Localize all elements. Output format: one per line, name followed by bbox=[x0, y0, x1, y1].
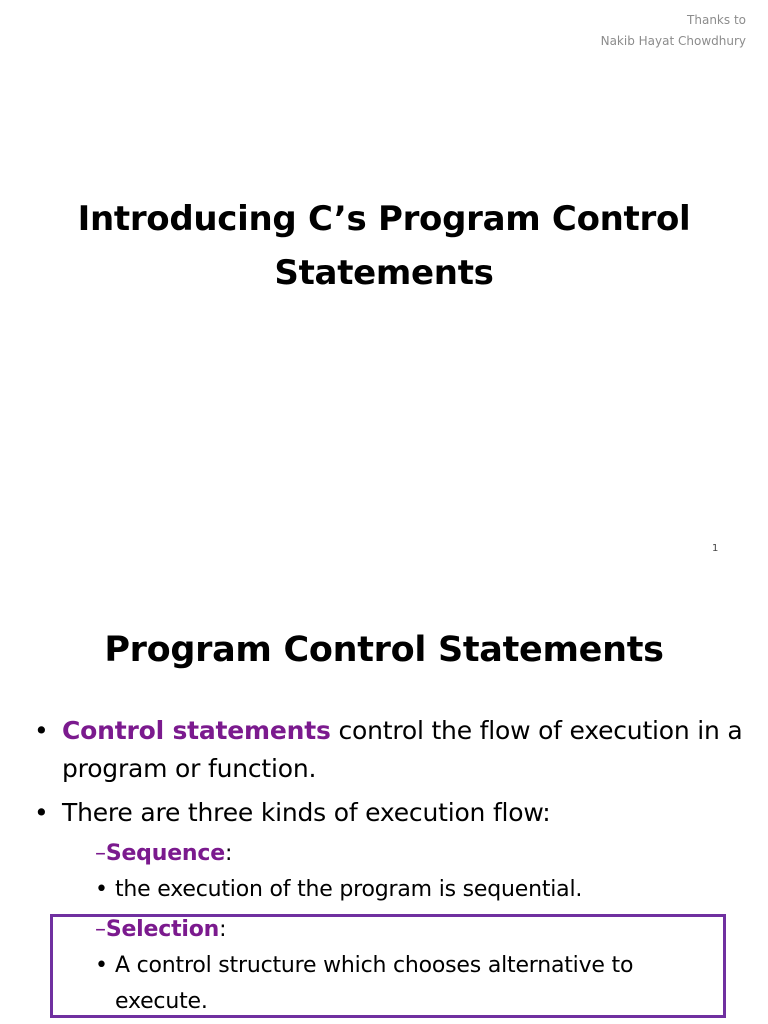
credits-line-2: Nakib Hayat Chowdhury bbox=[600, 34, 746, 48]
credits bbox=[601, 10, 746, 52]
bullet-control-statements bbox=[34, 712, 762, 788]
bullet-icon: • bbox=[95, 953, 108, 978]
sub-item-sequence bbox=[95, 836, 232, 872]
bullet-icon: • bbox=[34, 716, 49, 745]
term-selection: Selection bbox=[105, 917, 220, 942]
content-slide bbox=[0, 576, 768, 1024]
bullet-text: control the flow of execution in a program or function. bbox=[62, 716, 743, 783]
bullet-icon: • bbox=[95, 877, 108, 902]
bullet-execution-flow bbox=[34, 794, 762, 832]
bullet-icon: • bbox=[34, 798, 49, 827]
colon: : bbox=[224, 841, 233, 866]
term-control-statements: Control statements bbox=[62, 716, 331, 745]
credits-line-1: Thanks to bbox=[687, 13, 746, 27]
slide-heading: Program Control Statements bbox=[104, 630, 664, 670]
term-sequence: Sequence bbox=[105, 841, 225, 866]
slide-title-line-1: Introducing C’s Program Control bbox=[77, 199, 691, 239]
detail-sequence bbox=[95, 872, 755, 908]
bullet-text: There are three kinds of execution flow: bbox=[62, 798, 551, 827]
colon: : bbox=[219, 917, 227, 942]
detail-selection bbox=[95, 948, 715, 1020]
detail-text: A control structure which chooses alternative to execute. bbox=[115, 953, 634, 1014]
dash-icon: – bbox=[95, 841, 106, 866]
sub-item-selection bbox=[95, 912, 226, 948]
detail-text: the execution of the program is sequential. bbox=[115, 877, 583, 902]
slide-number: 1 bbox=[712, 543, 719, 554]
slide-title bbox=[40, 192, 728, 300]
dash-icon: – bbox=[95, 917, 106, 942]
slide-title-line-2: Statements bbox=[274, 253, 494, 293]
